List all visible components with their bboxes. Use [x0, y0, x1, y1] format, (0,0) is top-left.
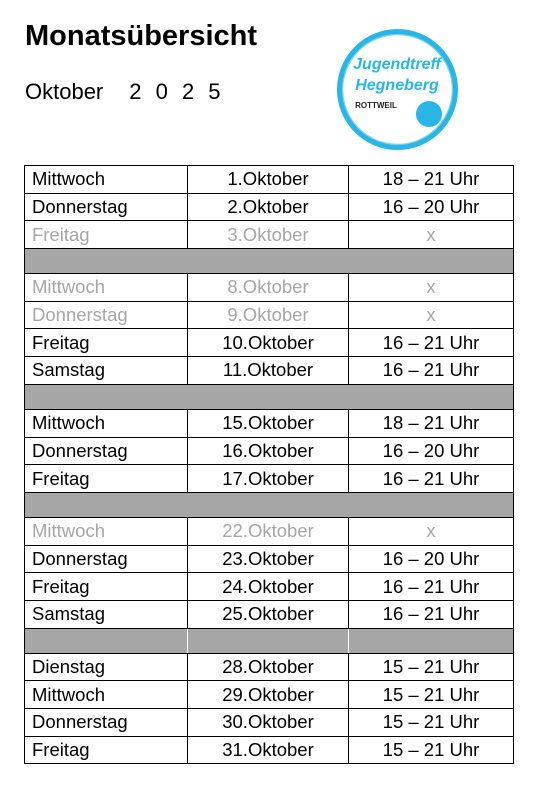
- separator-cell: [188, 249, 349, 274]
- date-cell: 31.Oktober: [188, 736, 349, 764]
- date-cell: 11.Oktober: [188, 357, 349, 385]
- time-cell: x: [349, 517, 514, 545]
- table-row: [25, 221, 514, 249]
- date-cell: 2.Oktober: [188, 193, 349, 221]
- logo-line1: Jugendtreff: [353, 56, 441, 73]
- weekday-cell: Freitag: [25, 736, 188, 764]
- table-row: [25, 517, 514, 545]
- weekday-cell: Mittwoch: [25, 274, 188, 302]
- table-row: [25, 193, 514, 221]
- weekday-cell: Mittwoch: [25, 681, 188, 709]
- weekday-cell: Donnerstag: [25, 709, 188, 737]
- weekday-cell: Freitag: [25, 573, 188, 601]
- table-row: [25, 437, 514, 465]
- weekday-cell: Dienstag: [25, 653, 188, 681]
- date-cell: 9.Oktober: [188, 301, 349, 329]
- logo-badge: [416, 101, 442, 127]
- date-cell: 29.Oktober: [188, 681, 349, 709]
- separator-cell: [25, 492, 188, 517]
- table-row: [25, 545, 514, 573]
- table-row: [25, 709, 514, 737]
- date-cell: 3.Oktober: [188, 221, 349, 249]
- jugendtreff-logo: [334, 26, 461, 153]
- time-cell: 16 – 20 Uhr: [349, 545, 514, 573]
- time-cell: 16 – 21 Uhr: [349, 329, 514, 357]
- weekday-cell: Donnerstag: [25, 437, 188, 465]
- weekday-cell: Mittwoch: [25, 166, 188, 194]
- table-row: [25, 681, 514, 709]
- time-cell: 16 – 21 Uhr: [349, 600, 514, 628]
- time-cell: 16 – 21 Uhr: [349, 465, 514, 493]
- weekday-cell: Donnerstag: [25, 301, 188, 329]
- time-cell: 18 – 21 Uhr: [349, 409, 514, 437]
- week-separator: [25, 249, 514, 274]
- separator-cell: [349, 249, 514, 274]
- table-row: [25, 600, 514, 628]
- table-row: [25, 166, 514, 194]
- weekday-cell: Freitag: [25, 329, 188, 357]
- week-separator: [25, 628, 514, 653]
- time-cell: 18 – 21 Uhr: [349, 166, 514, 194]
- separator-cell: [25, 384, 188, 409]
- date-cell: 16.Oktober: [188, 437, 349, 465]
- table-row: [25, 301, 514, 329]
- weekday-cell: Samstag: [25, 357, 188, 385]
- table-row: [25, 465, 514, 493]
- time-cell: 16 – 21 Uhr: [349, 573, 514, 601]
- week-separator: [25, 384, 514, 409]
- week-separator: [25, 492, 514, 517]
- date-cell: 24.Oktober: [188, 573, 349, 601]
- date-cell: 8.Oktober: [188, 274, 349, 302]
- weekday-cell: Mittwoch: [25, 517, 188, 545]
- weekday-cell: Freitag: [25, 221, 188, 249]
- table-row: [25, 409, 514, 437]
- time-cell: 15 – 21 Uhr: [349, 709, 514, 737]
- date-cell: 22.Oktober: [188, 517, 349, 545]
- time-cell: 16 – 20 Uhr: [349, 193, 514, 221]
- logo-line2: Hegneberg: [355, 77, 439, 94]
- date-cell: 28.Oktober: [188, 653, 349, 681]
- month-year: [25, 79, 225, 105]
- date-cell: 15.Oktober: [188, 409, 349, 437]
- year-label: 2 0 2 5: [129, 79, 225, 104]
- weekday-cell: Donnerstag: [25, 545, 188, 573]
- date-cell: 23.Oktober: [188, 545, 349, 573]
- table-row: [25, 736, 514, 764]
- table-row: [25, 329, 514, 357]
- time-cell: 15 – 21 Uhr: [349, 681, 514, 709]
- separator-cell: [349, 384, 514, 409]
- weekday-cell: Mittwoch: [25, 409, 188, 437]
- separator-cell: [25, 628, 188, 653]
- date-cell: 17.Oktober: [188, 465, 349, 493]
- separator-cell: [25, 249, 188, 274]
- page-title: Monatsübersicht: [25, 20, 258, 52]
- weekday-cell: Freitag: [25, 465, 188, 493]
- separator-cell: [349, 492, 514, 517]
- time-cell: 15 – 21 Uhr: [349, 653, 514, 681]
- time-cell: 16 – 21 Uhr: [349, 357, 514, 385]
- separator-cell: [349, 628, 514, 653]
- time-cell: x: [349, 221, 514, 249]
- logo-line3: ROTTWEIL: [355, 101, 397, 110]
- table-row: [25, 653, 514, 681]
- month-label: Oktober: [25, 79, 104, 104]
- date-cell: 10.Oktober: [188, 329, 349, 357]
- table-row: [25, 274, 514, 302]
- weekday-cell: Samstag: [25, 600, 188, 628]
- date-cell: 30.Oktober: [188, 709, 349, 737]
- table-row: [25, 573, 514, 601]
- schedule-table: [24, 165, 514, 764]
- time-cell: 15 – 21 Uhr: [349, 736, 514, 764]
- table-row: [25, 357, 514, 385]
- date-cell: 1.Oktober: [188, 166, 349, 194]
- weekday-cell: Donnerstag: [25, 193, 188, 221]
- date-cell: 25.Oktober: [188, 600, 349, 628]
- time-cell: 16 – 20 Uhr: [349, 437, 514, 465]
- time-cell: x: [349, 301, 514, 329]
- separator-cell: [188, 384, 349, 409]
- separator-cell: [188, 628, 349, 653]
- time-cell: x: [349, 274, 514, 302]
- separator-cell: [188, 492, 349, 517]
